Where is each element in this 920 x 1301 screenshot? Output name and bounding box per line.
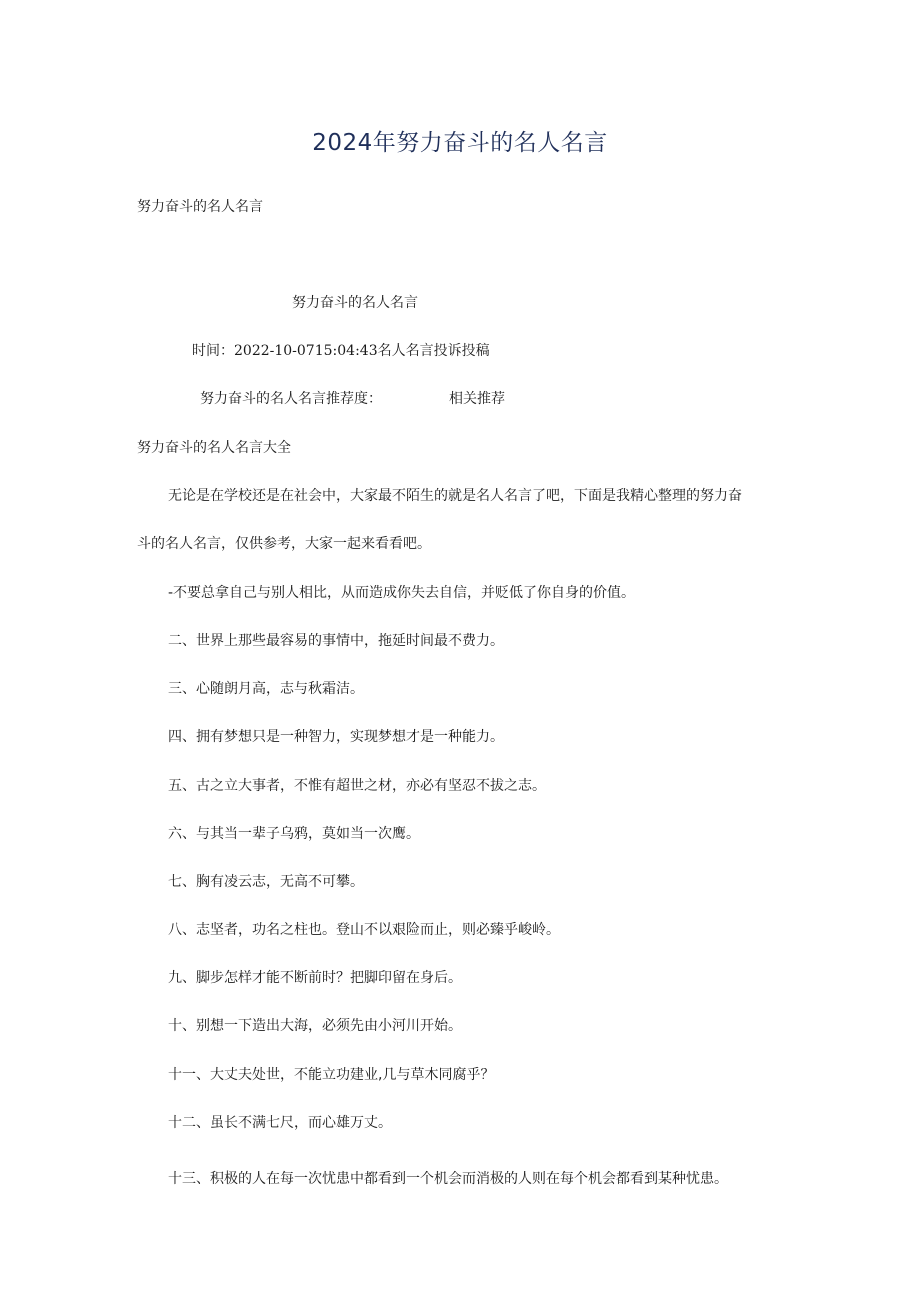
quote-item: 四、拥有梦想只是一种智力，实现梦想才是一种能力。 (168, 729, 504, 745)
article-meta (192, 342, 490, 360)
quote-item: 十三、积极的人在每一次忧患中都看到一个机会而消极的人则在每个机会都看到某种忧患。 (168, 1171, 728, 1187)
quote-item: 五、古之立大事者，不惟有超世之材，亦必有坚忍不拔之志。 (168, 778, 546, 794)
time-label: 时间： (192, 343, 234, 359)
quote-item: 三、心随朗月高，志与秋霜洁。 (168, 681, 364, 697)
intro-line: 斗的名人名言，仅供参考，大家一起来看看吧。 (137, 536, 431, 552)
quote-item: 六、与其当一辈子乌鸦，莫如当一次鹰。 (168, 826, 420, 842)
section-title: 努力奋斗的名人名言大全 (137, 440, 291, 456)
recommend-label: 努力奋斗的名人名言推荐度： (200, 391, 382, 407)
quote-item: 十一、大丈夫处世，不能立功建业,几与草木同腐乎？ (168, 1067, 495, 1083)
category-link[interactable]: 名人名言投诉投稿 (377, 343, 490, 359)
intro-line: 无论是在学校还是在社会中，大家最不陌生的就是名人名言了吧，下面是我精心整理的努力奋 (168, 488, 742, 504)
quote-item: 九、脚步怎样才能不断前时？把脚印留在身后。 (168, 970, 462, 986)
document-heading: 努力奋斗的名人名言 (137, 199, 263, 215)
quote-item: 十、别想一下造出大海，必须先由小河川开始。 (168, 1018, 462, 1034)
time-value: 2022-10-0715:04:43 (234, 343, 378, 359)
document-title: 2024年努力奋斗的名人名言 (312, 130, 608, 156)
quote-item: 七、胸有凌云志，无高不可攀。 (168, 874, 364, 890)
related-link[interactable]: 相关推荐 (449, 391, 505, 407)
quote-item: 八、志坚者，功名之柱也。登山不以艰险而止，则必臻乎峻岭。 (168, 922, 560, 938)
quote-item: 二、世界上那些最容易的事情中，拖延时间最不费力。 (168, 633, 504, 649)
quote-item: 十二、虽长不满七尺，而心雄万丈。 (168, 1115, 392, 1131)
article-title: 努力奋斗的名人名言 (292, 295, 418, 311)
quote-item: -不要总拿自己与别人相比，从而造成你失去自信，并贬低了你自身的价值。 (168, 585, 636, 601)
